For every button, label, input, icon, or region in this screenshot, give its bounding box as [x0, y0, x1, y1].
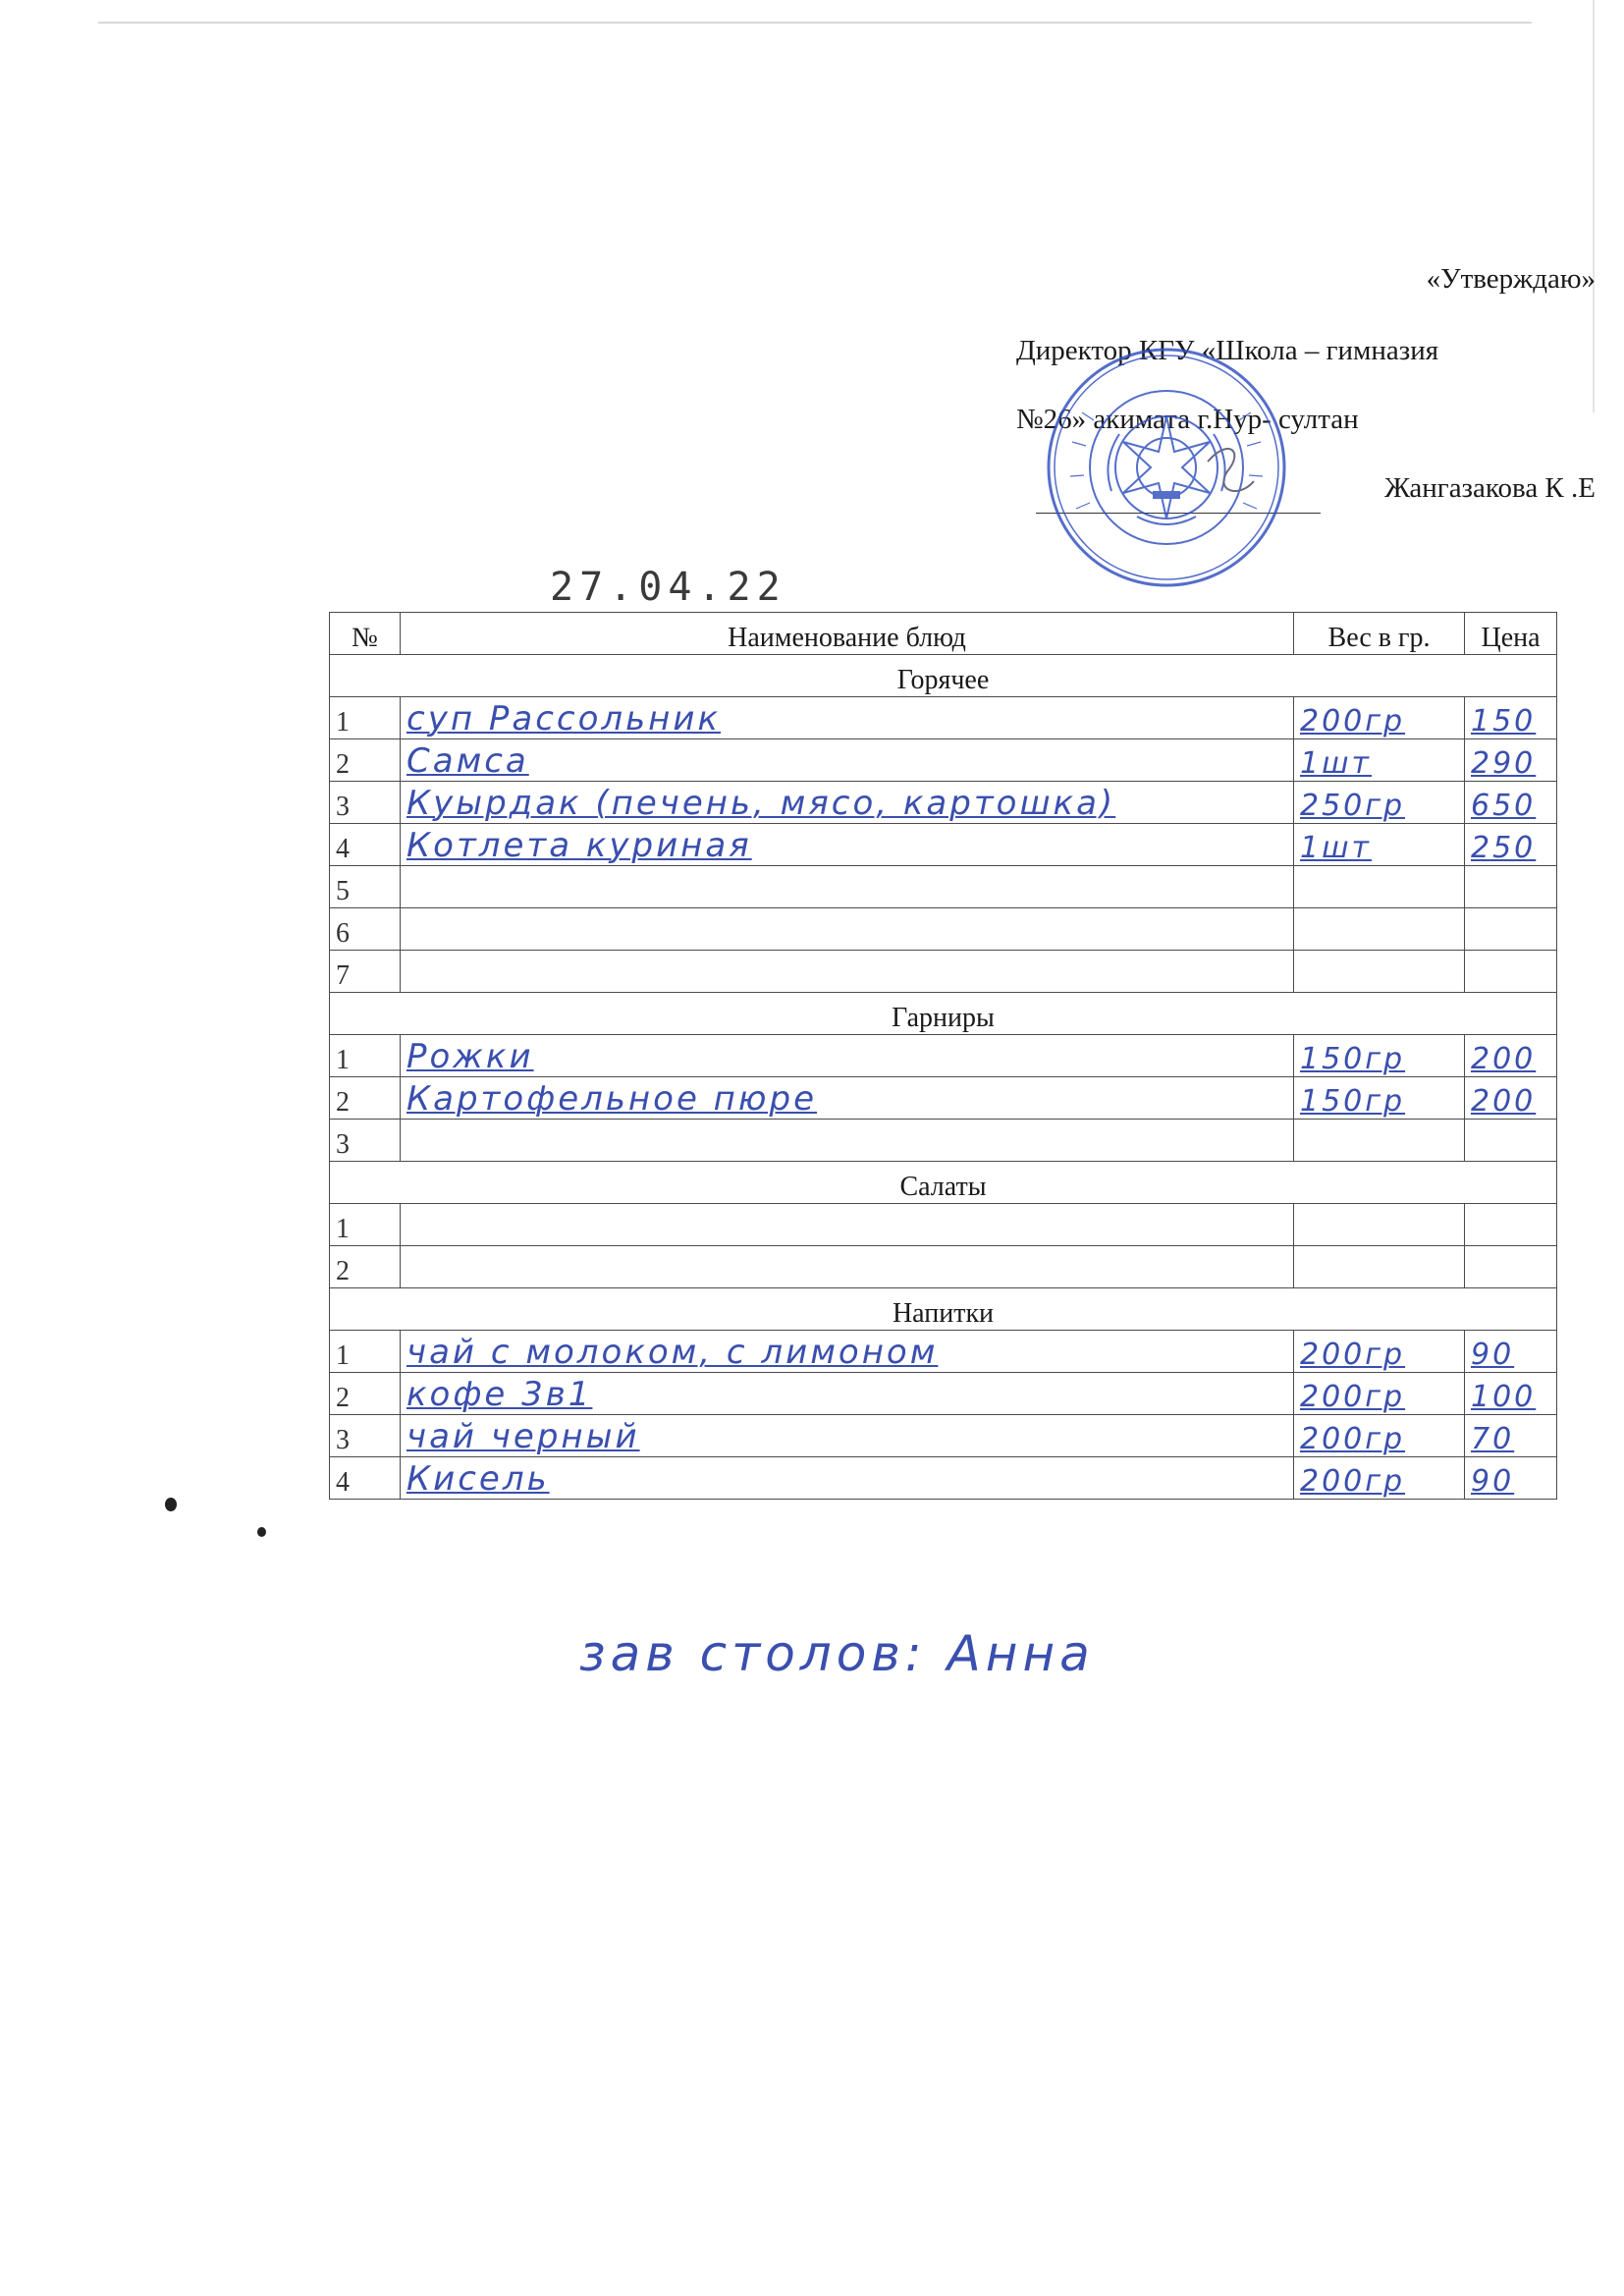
section-title: Горячее	[330, 655, 1557, 697]
dish-price-text: 70	[1471, 1422, 1515, 1456]
approval-heading: «Утверждаю»	[1426, 263, 1596, 295]
section-row	[330, 655, 1557, 697]
approval-position: Директор КГУ «Школа – гимназия	[1016, 335, 1439, 366]
dish-weight	[1294, 1331, 1465, 1373]
table-row	[330, 1457, 1557, 1500]
dish-price-text: 200	[1471, 1042, 1537, 1076]
dish-weight-text: 150гр	[1300, 1084, 1406, 1119]
dish-price	[1465, 1204, 1557, 1246]
dish-price	[1465, 1120, 1557, 1162]
dish-name	[401, 866, 1294, 908]
dish-price-text: 150	[1471, 704, 1537, 738]
handwritten-date: 27.04.22	[550, 565, 786, 610]
scan-speck	[257, 1527, 266, 1537]
row-number: 3	[330, 782, 401, 824]
dish-weight	[1294, 908, 1465, 951]
header-weight: Вес в гр.	[1294, 613, 1465, 655]
dish-name-text: Самса	[406, 741, 529, 781]
dish-name	[401, 1373, 1294, 1415]
section-row	[330, 993, 1557, 1035]
section-row	[330, 1162, 1557, 1204]
dish-name-text: кофе 3в1	[406, 1375, 593, 1414]
table-row	[330, 1331, 1557, 1373]
dish-price	[1465, 1373, 1557, 1415]
dish-price-text: 250	[1471, 831, 1537, 865]
scan-speck	[165, 1498, 177, 1511]
dish-name	[401, 951, 1294, 993]
dish-weight-text: 200гр	[1300, 1422, 1406, 1456]
dish-weight-text: 1шт	[1300, 831, 1373, 865]
row-number: 3	[330, 1415, 401, 1457]
table-row	[330, 1373, 1557, 1415]
dish-weight	[1294, 1204, 1465, 1246]
dish-price	[1465, 1457, 1557, 1500]
row-number: 6	[330, 908, 401, 951]
dish-weight-text: 200гр	[1300, 1338, 1406, 1372]
table-row	[330, 1077, 1557, 1120]
header-name: Наименование блюд	[401, 613, 1294, 655]
row-number: 3	[330, 1120, 401, 1162]
dish-weight	[1294, 782, 1465, 824]
table-row	[330, 1246, 1557, 1288]
section-row	[330, 1288, 1557, 1331]
official-seal-stamp	[1043, 344, 1290, 591]
dish-weight	[1294, 739, 1465, 782]
table-row	[330, 951, 1557, 993]
dish-name	[401, 908, 1294, 951]
dish-name	[401, 1415, 1294, 1457]
dish-price-text: 90	[1471, 1338, 1515, 1372]
table-row	[330, 1415, 1557, 1457]
dish-weight-text: 250гр	[1300, 789, 1406, 823]
dish-weight	[1294, 1120, 1465, 1162]
dish-name-text: чай черный	[406, 1417, 640, 1456]
dish-name-text: чай с молоком, с лимоном	[406, 1333, 939, 1372]
section-title: Напитки	[330, 1288, 1557, 1331]
dish-weight	[1294, 697, 1465, 739]
dish-price-text: 100	[1471, 1380, 1537, 1414]
dish-weight	[1294, 866, 1465, 908]
dish-name	[401, 1035, 1294, 1077]
approval-director-name: Жангазакова К .Е	[1384, 472, 1596, 504]
dish-price	[1465, 1415, 1557, 1457]
dish-name-text: Котлета куриная	[406, 826, 752, 865]
dish-weight-text: 200гр	[1300, 1380, 1406, 1414]
dish-price	[1465, 1035, 1557, 1077]
dish-name	[401, 1246, 1294, 1288]
scan-edge-right	[1593, 0, 1595, 412]
dish-weight-text: 150гр	[1300, 1042, 1406, 1076]
row-number: 7	[330, 951, 401, 993]
dish-price	[1465, 1246, 1557, 1288]
dish-weight	[1294, 951, 1465, 993]
dish-weight	[1294, 824, 1465, 866]
dish-price	[1465, 1331, 1557, 1373]
row-number: 2	[330, 1077, 401, 1120]
approval-organization: №26» акимата г.Нур- султан	[1016, 404, 1359, 435]
dish-name	[401, 1204, 1294, 1246]
row-number: 2	[330, 739, 401, 782]
dish-price-text: 290	[1471, 746, 1537, 781]
dish-price	[1465, 1077, 1557, 1120]
table-row	[330, 1120, 1557, 1162]
row-number: 1	[330, 697, 401, 739]
dish-name	[401, 739, 1294, 782]
dish-price	[1465, 697, 1557, 739]
row-number: 1	[330, 1331, 401, 1373]
dish-name	[401, 824, 1294, 866]
dish-weight	[1294, 1457, 1465, 1500]
row-number: 1	[330, 1204, 401, 1246]
scan-edge-top	[98, 22, 1532, 24]
table-row	[330, 1204, 1557, 1246]
dish-price	[1465, 782, 1557, 824]
menu-table	[329, 612, 1557, 1500]
dish-weight	[1294, 1246, 1465, 1288]
row-number: 5	[330, 866, 401, 908]
dish-price-text: 200	[1471, 1084, 1537, 1119]
dish-weight	[1294, 1077, 1465, 1120]
dish-price-text: 90	[1471, 1464, 1515, 1499]
dish-name-text: суп Рассольник	[406, 699, 722, 738]
dish-price	[1465, 951, 1557, 993]
row-number: 2	[330, 1373, 401, 1415]
header-num: №	[330, 613, 401, 655]
dish-name-text: Картофельное пюре	[406, 1079, 818, 1119]
table-header-row	[330, 613, 1557, 655]
row-number: 4	[330, 824, 401, 866]
table-row	[330, 782, 1557, 824]
table-row	[330, 908, 1557, 951]
dish-weight	[1294, 1035, 1465, 1077]
dish-name	[401, 1077, 1294, 1120]
dish-weight-text: 200гр	[1300, 704, 1406, 738]
dish-name-text: Рожки	[406, 1037, 534, 1076]
dish-weight	[1294, 1373, 1465, 1415]
row-number: 1	[330, 1035, 401, 1077]
dish-price	[1465, 908, 1557, 951]
dish-price	[1465, 824, 1557, 866]
section-title: Салаты	[330, 1162, 1557, 1204]
row-number: 2	[330, 1246, 401, 1288]
dish-weight-text: 200гр	[1300, 1464, 1406, 1499]
handwritten-signature-note: зав столов: Анна	[579, 1625, 1095, 1682]
dish-name-text: Кисель	[406, 1459, 550, 1499]
dish-price-text: 650	[1471, 789, 1537, 823]
dish-name	[401, 697, 1294, 739]
dish-price	[1465, 739, 1557, 782]
dish-price	[1465, 866, 1557, 908]
table-row	[330, 697, 1557, 739]
table-row	[330, 866, 1557, 908]
table-row	[330, 739, 1557, 782]
dish-weight-text: 1шт	[1300, 746, 1373, 781]
table-row	[330, 1035, 1557, 1077]
dish-name	[401, 1120, 1294, 1162]
dish-name-text: Куырдак (печень, мясо, картошка)	[406, 784, 1116, 823]
dish-name	[401, 1457, 1294, 1500]
table-row	[330, 824, 1557, 866]
header-price: Цена	[1465, 613, 1557, 655]
dish-weight	[1294, 1415, 1465, 1457]
dish-name	[401, 782, 1294, 824]
menu-table-body	[330, 655, 1557, 1500]
section-title: Гарниры	[330, 993, 1557, 1035]
dish-name	[401, 1331, 1294, 1373]
row-number: 4	[330, 1457, 401, 1500]
